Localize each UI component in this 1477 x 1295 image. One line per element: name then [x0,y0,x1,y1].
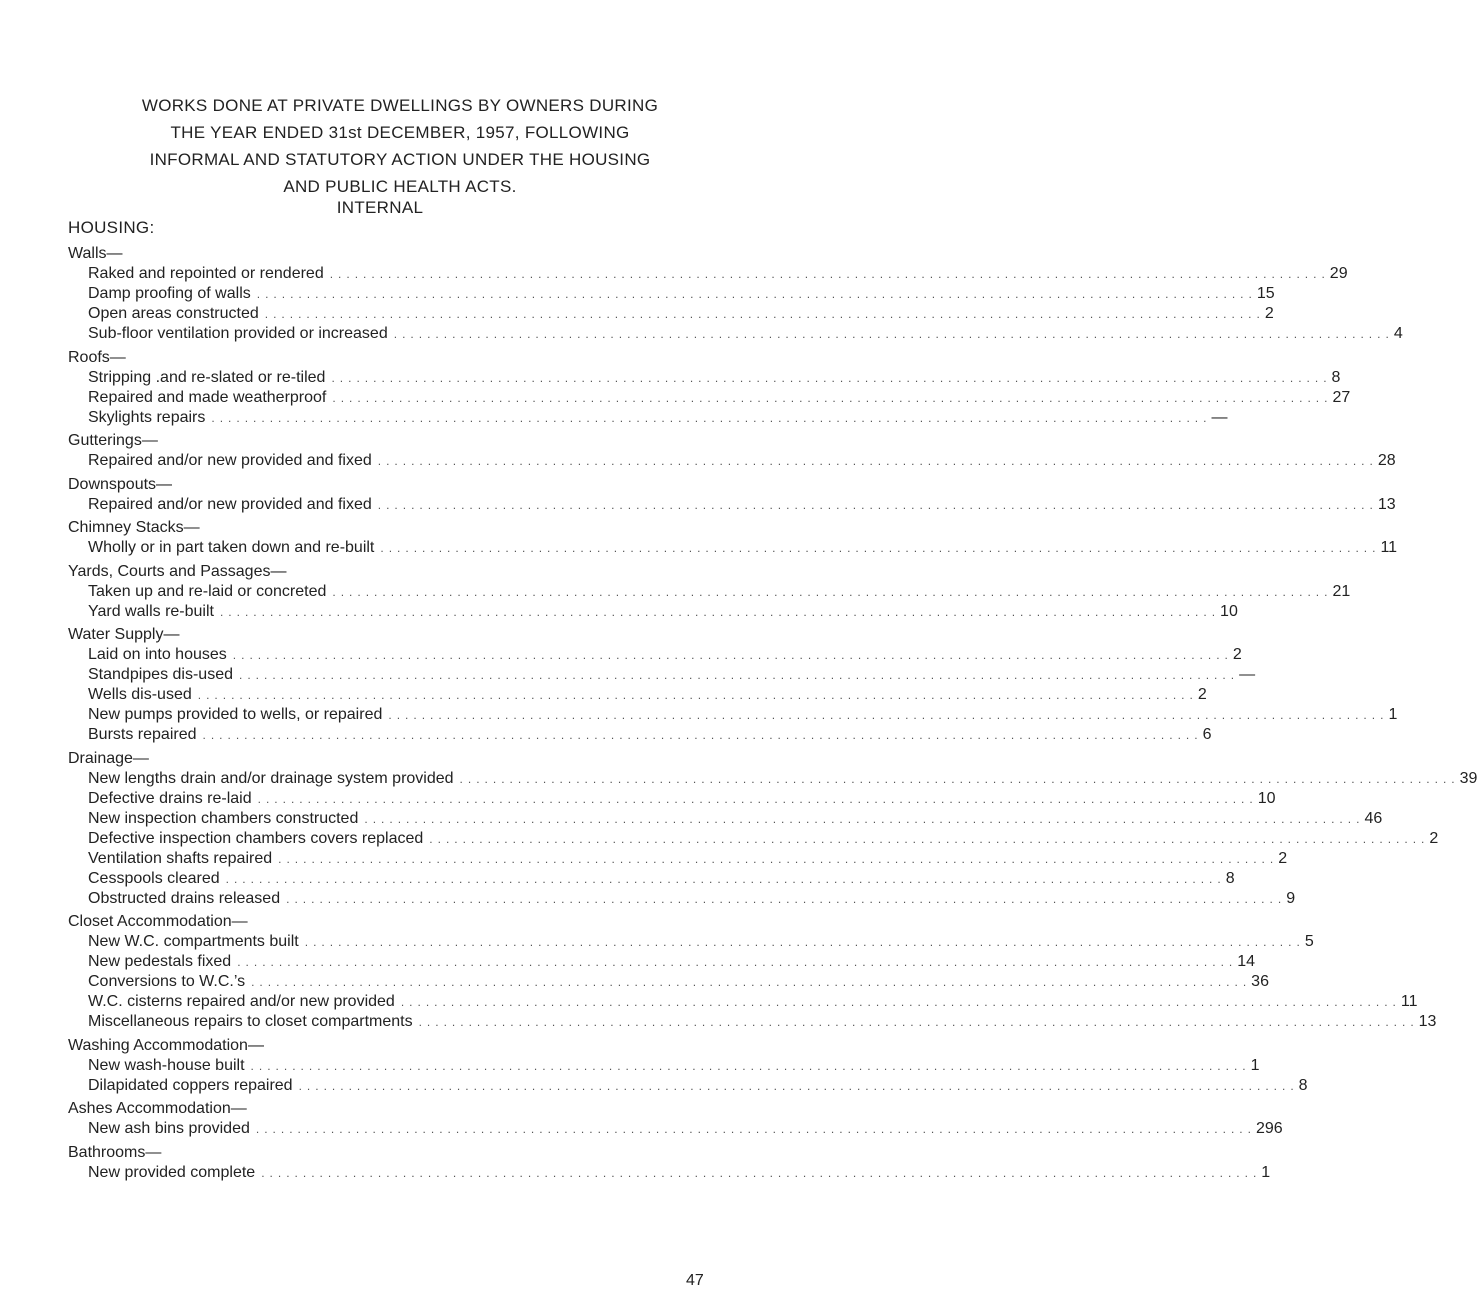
list-item [68,665,1256,685]
list-item [68,324,1403,344]
dot-leader: ........................................................................................................................ [232,648,1233,662]
list-item [68,992,1418,1012]
dot-leader: ........................................................................................................................ [211,410,1212,425]
list-item [68,645,1242,665]
item-label: Wells dis-used [88,686,192,703]
item-label: Yard walls re-built [88,602,214,620]
item-value: 9 [1286,889,1296,907]
group-heading: Roofs— [68,348,126,366]
item-value: 46 [1364,809,1383,827]
item-value: 10 [1257,789,1276,807]
item-label: Repaired and made weatherproof [88,388,327,406]
dot-leader: ........................................................................................................................ [250,1058,1251,1073]
list-item [68,408,1228,428]
title-line: WORKS DONE AT PRIVATE DWELLINGS BY OWNERS DURING [141,96,659,115]
dot-leader: ........................................................................................................................ [238,668,1240,682]
list-item [68,972,1269,992]
dot-leader: ........................................................................................................................ [332,584,1333,599]
group-heading: Water Supply— [68,626,180,643]
title-line: AND PUBLIC HEALTH ACTS. [283,177,517,196]
list-item [68,1012,1437,1032]
list-item [68,809,1383,829]
dot-leader: ........................................................................................................................ [332,390,1333,405]
item-label: Defective drains re-laid [88,789,252,807]
item-label: Standpipes dis-used [88,666,233,683]
dot-leader: ........................................................................................................................ [304,935,1305,949]
group-heading: Walls— [68,245,123,262]
list-item [68,725,1212,745]
item-label: Taken up and re-laid or concreted [88,582,327,600]
list-item [68,932,1314,952]
list-item [68,849,1288,869]
group-heading: Downspouts— [68,475,173,493]
group-heading: Bathrooms— [68,1143,162,1161]
item-value: 8 [1331,368,1341,386]
list-item [68,1076,1308,1096]
item-value: — [1211,408,1228,426]
item-label: Defective inspection chambers covers replaced [88,829,424,847]
item-label: Repaired and/or new provided and fixed [88,495,372,513]
list-item [68,284,1275,304]
dot-leader: ........................................................................................................................ [298,1078,1299,1093]
list-item [68,451,1396,471]
group-heading: Drainage— [68,749,149,767]
item-value: 39 [1459,769,1477,787]
list-item [68,952,1256,972]
item-value: 13 [1377,495,1396,513]
item-value: 1 [1250,1056,1260,1074]
group-heading: Chimney Stacks— [68,519,200,536]
dot-leader: ........................................................................................................................ [261,1165,1262,1180]
list-item [68,1163,1271,1183]
item-label: Sub-floor ventilation provided or increased [88,325,388,342]
item-value: 1 [1388,706,1398,723]
list-item [68,789,1276,809]
list-item [68,1119,1283,1139]
list-item [68,495,1396,515]
group-heading: Yards, Courts and Passages— [68,562,287,580]
list-item [68,1056,1260,1076]
item-value: 2 [1264,305,1274,322]
item-value: 6 [1202,726,1212,743]
list-item [68,769,1477,789]
item-label: Ventilation shafts repaired [88,849,273,867]
item-value: 2 [1278,849,1288,867]
item-value: 2 [1429,829,1439,847]
title-line: THE YEAR ENDED 31st DECEMBER, 1957, FOLLOWING [170,123,630,142]
item-value: 15 [1256,285,1275,302]
dot-leader: ........................................................................................................................ [377,454,1378,468]
item-value: 11 [1400,993,1418,1010]
item-label: Miscellaneous repairs to closet compartments [88,1013,413,1030]
dot-leader: ........................................................................................................................ [459,771,1460,786]
dot-leader: ........................................................................................................................ [377,497,1378,512]
item-value: 27 [1332,388,1351,406]
list-item [68,889,1296,909]
item-label: Conversions to W.C.’s [88,973,246,990]
item-label: Raked and repointed or rendered [88,265,324,282]
item-label: New ash bins provided [88,1120,250,1137]
works-list [68,244,1477,1183]
dot-leader: ........................................................................................................................ [219,604,1221,619]
item-value: 4 [1393,325,1403,342]
item-label: New W.C. compartments built [88,933,299,950]
item-label: New wash-house built [88,1056,245,1074]
item-label: Bursts repaired [88,726,197,743]
dot-leader: ........................................................................................................................ [380,541,1381,555]
item-label: Dilapidated coppers repaired [88,1076,293,1094]
item-label: Open areas constructed [88,305,259,322]
item-value: 8 [1225,869,1235,887]
item-value: 13 [1418,1013,1437,1030]
item-label: Cesspools cleared [88,869,220,887]
list-item [68,602,1238,622]
page-title [0,92,800,200]
item-value: 21 [1332,582,1351,600]
list-item [68,388,1351,408]
list-item [68,368,1341,388]
item-value: 36 [1251,973,1269,990]
item-value: — [1239,666,1256,683]
item-label: Obstructed drains released [88,889,281,907]
item-value: 14 [1237,953,1256,970]
group-heading: Washing Accommodation— [68,1036,264,1054]
item-label: New pumps provided to wells, or repaired [88,706,383,723]
group-heading: Ashes Accommodation— [68,1100,247,1117]
list-item [68,705,1398,725]
item-label: New lengths drain and/or drainage system provided [88,769,454,787]
dot-leader: ........................................................................................................................ [331,370,1332,385]
subsection-heading: HOUSING: [68,218,155,237]
item-value: 296 [1255,1120,1283,1137]
dot-leader: ........................................................................................................................ [251,975,1252,989]
dot-leader: ........................................................................................................................ [400,995,1401,1009]
list-item [68,685,1207,705]
dot-leader: ........................................................................................................................ [364,811,1365,826]
dot-leader: ........................................................................................................................ [255,1122,1256,1136]
dot-leader: ........................................................................................................................ [225,871,1226,886]
list-item [68,264,1348,284]
dot-leader: ........................................................................................................................ [197,688,1198,702]
item-value: 2 [1232,646,1242,663]
list-item [68,582,1351,602]
item-value: 2 [1197,686,1207,703]
dot-leader: ........................................................................................................................ [418,1015,1419,1029]
group-heading: Closet Accommodation— [68,913,248,930]
item-label: New provided complete [88,1163,256,1181]
item-value: 1 [1261,1163,1271,1181]
dot-leader: ........................................................................................................................ [237,955,1238,969]
item-value: 28 [1377,452,1396,469]
item-label: Wholly or in part taken down and re-built [88,539,375,556]
item-value: 11 [1380,539,1398,556]
list-item [68,538,1398,558]
item-value: 8 [1298,1076,1308,1094]
item-value: 10 [1220,602,1238,620]
group-heading: Gutterings— [68,432,158,449]
item-label: Stripping .and re-slated or re-tiled [88,368,326,386]
dot-leader: ........................................................................................................................ [257,791,1258,806]
dot-leader: ........................................................................................................................ [329,267,1330,281]
dot-leader: ........................................................................................................................ [429,831,1430,846]
title-line: INFORMAL AND STATUTORY ACTION UNDER THE HOUSING [149,150,651,169]
dot-leader: ........................................................................................................................ [393,327,1394,341]
dot-leader: ........................................................................................................................ [202,728,1203,742]
page-number: 47 [686,1272,704,1289]
dot-leader: ........................................................................................................................ [286,891,1287,906]
dot-leader: ........................................................................................................................ [256,287,1257,301]
dot-leader: ........................................................................................................................ [278,851,1279,866]
dot-leader: ........................................................................................................................ [264,307,1265,321]
item-label: New pedestals fixed [88,953,232,970]
dot-leader: ........................................................................................................................ [388,708,1389,722]
list-item [68,829,1439,849]
item-label: Laid on into houses [88,646,227,663]
item-label: Damp proofing of walls [88,285,251,302]
item-label: W.C. cisterns repaired and/or new provided [88,993,395,1010]
item-value: 5 [1304,933,1314,950]
item-value: 29 [1329,265,1348,282]
item-label: New inspection chambers constructed [88,809,359,827]
section-heading: INTERNAL [336,198,424,217]
item-label: Repaired and/or new provided and fixed [88,452,372,469]
item-label: Skylights repairs [88,408,206,426]
list-item [68,304,1274,324]
list-item [68,869,1235,889]
